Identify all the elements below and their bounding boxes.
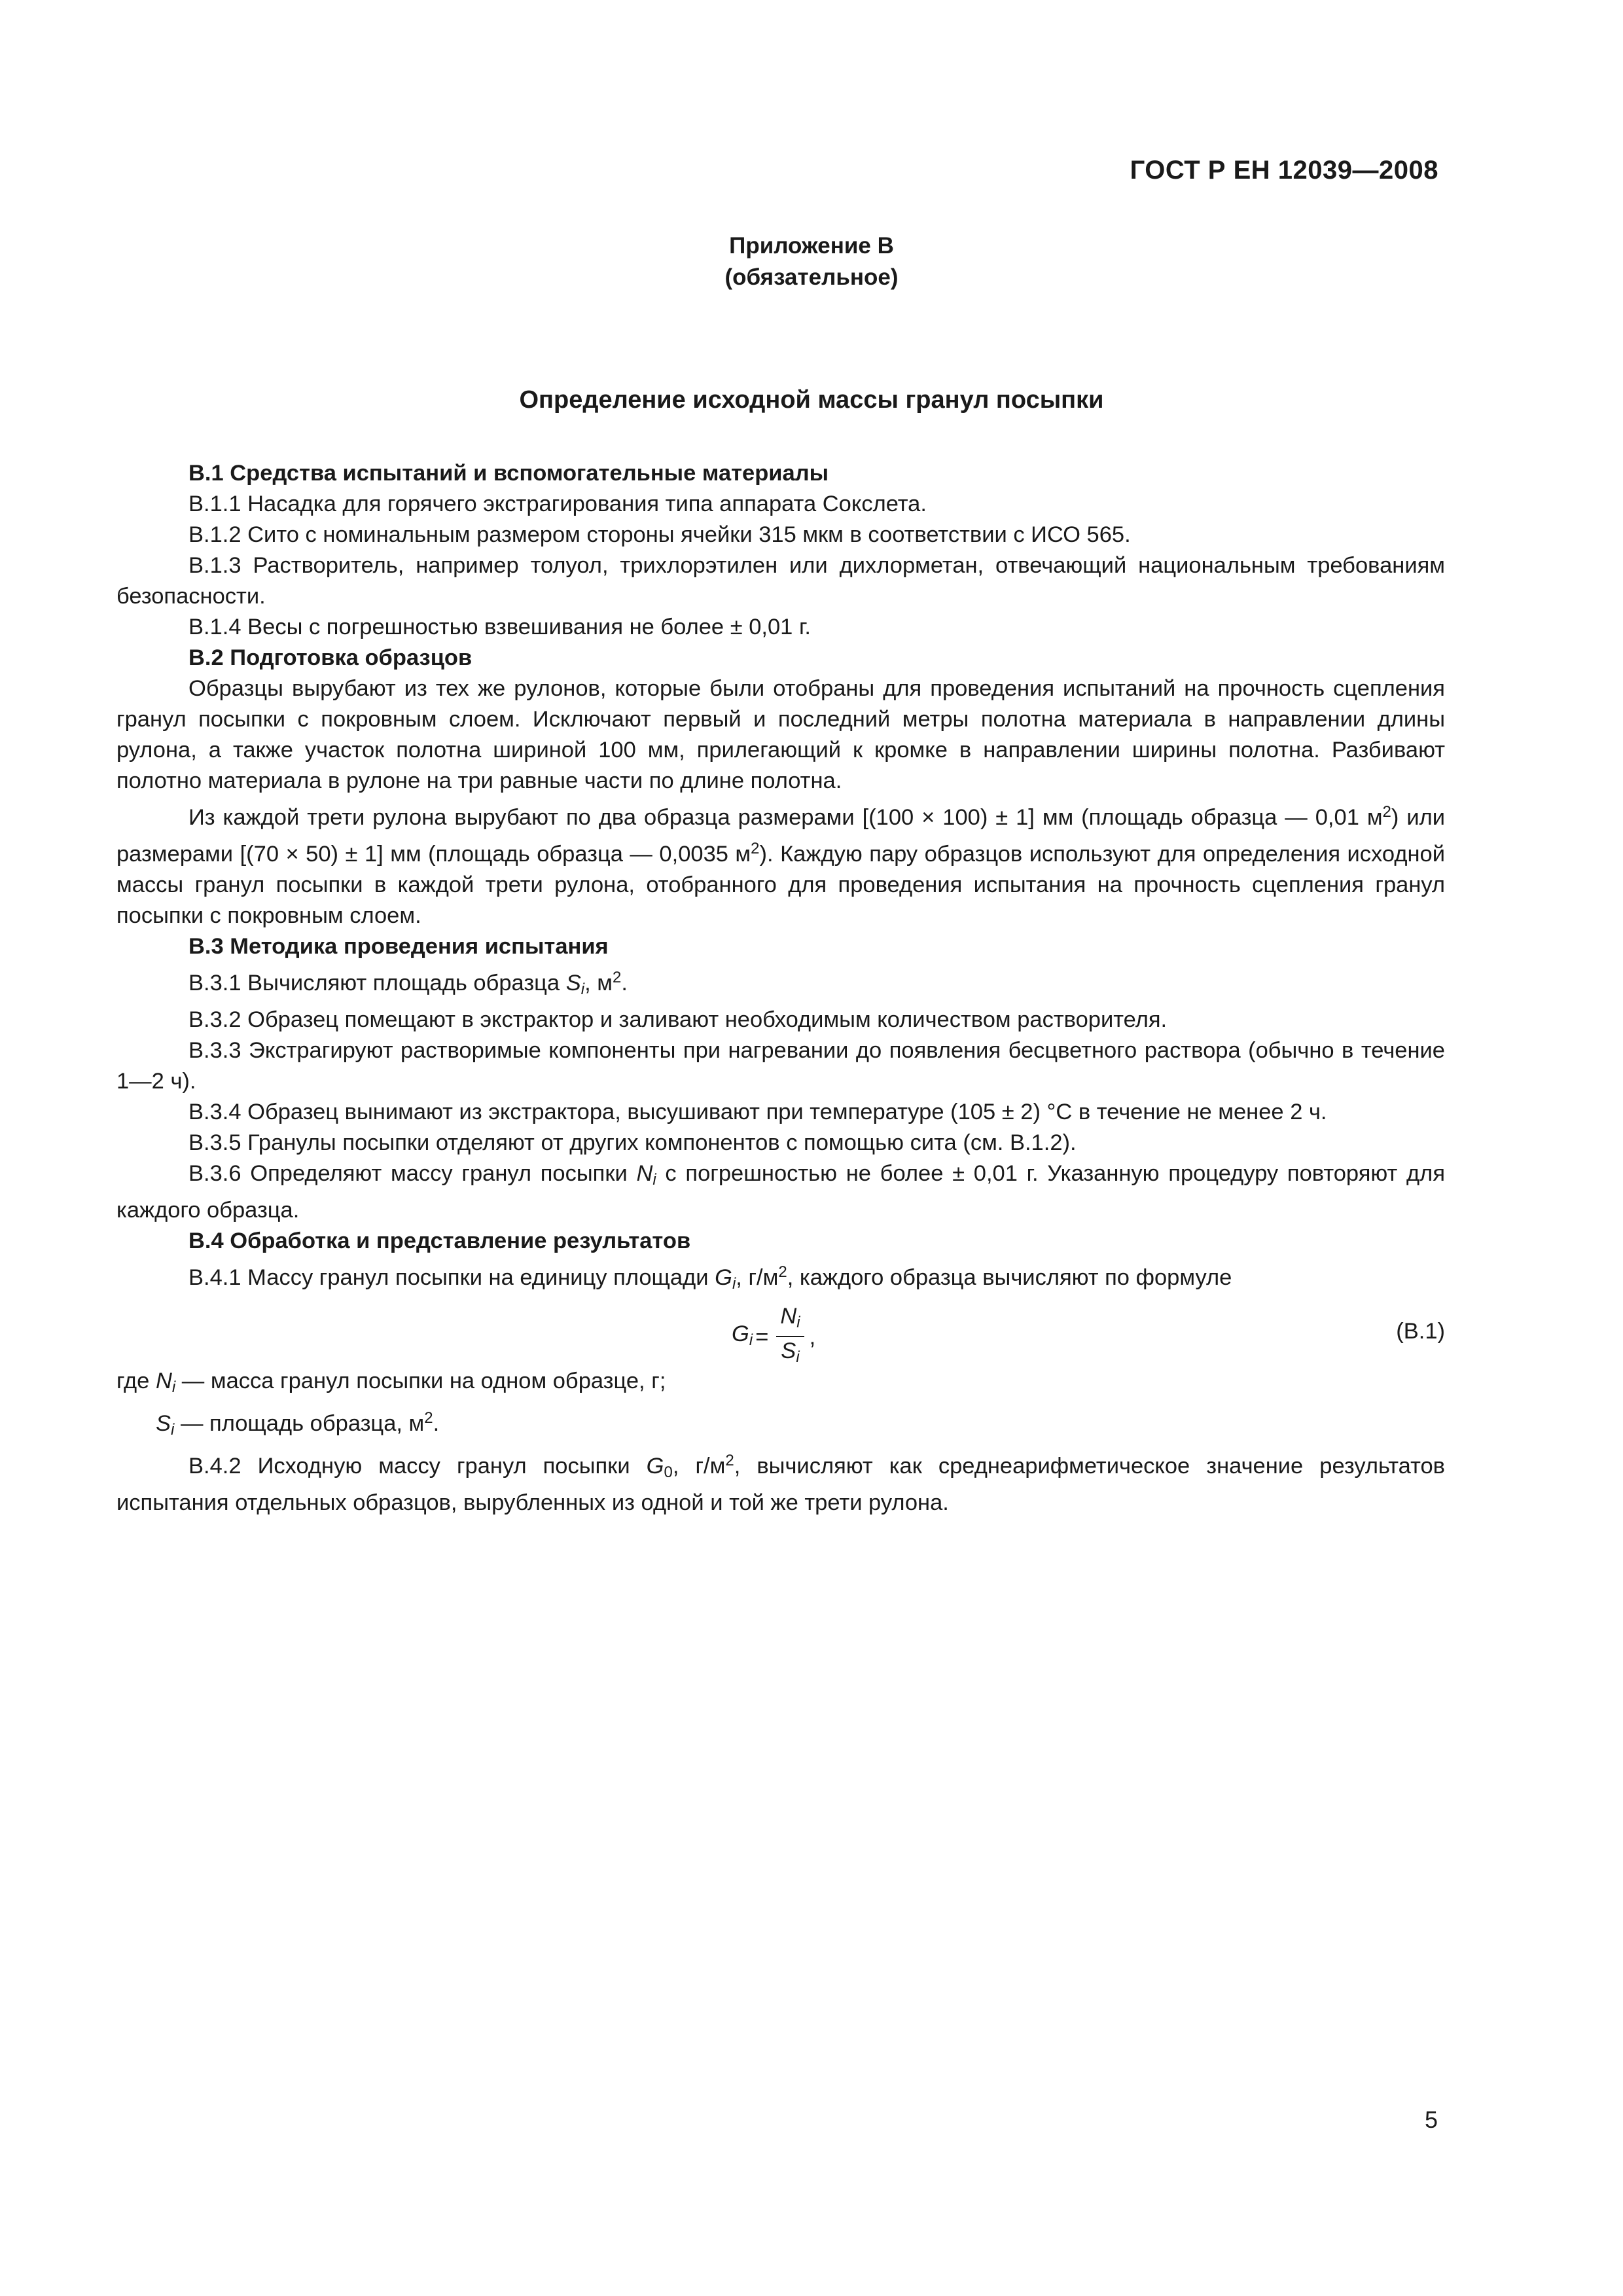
paragraph-b1-2: В.1.2 Сито с номинальным размером стороны ячейки 315 мкм в соответствии с ИСО 565. [188,522,1131,547]
formula-b1 [116,1299,1445,1366]
section-heading-b1: В.1 Средства испытаний и вспомогательные материалы [188,461,829,486]
paragraph-b2-1: Образцы вырубают из тех же рулонов, которые были отобраны для проведения испытаний на прочность сцепления гранул посыпки с покровным слоем. Исключают первый и последний метры полотна материала в направлении длины рулона, а также участок полотна шириной 100 мм, прилегающий к кромке в направлении ширины полотна. Разбивают полотно материала в рулоне на три равные части по длине полотна. [116,676,1445,793]
appendix-status: (обязательное) [724,264,899,290]
formula-comma: , [809,1324,816,1350]
fraction-numerator: $N_i$ [776,1303,804,1337]
document-title: Определение исходной массы гранул посыпки [519,386,1104,414]
document-body [116,458,1445,1518]
paragraph-b3-3: В.3.3 Экстрагируют растворимые компоненты при нагревании до появления бесцветного раствора (обычно в течение 1—2 ч). [116,1038,1445,1094]
where-line-1: где $N_i$ — масса гранул посыпки на одном образце, г; [116,1369,666,1396]
fraction-denominator: $S_i$ [781,1338,800,1366]
appendix-heading [0,230,1623,293]
paragraph-b1-4: В.1.4 Весы с погрешностью взвешивания не более ± 0,01 г. [188,615,811,639]
paragraph-b1-3: В.1.3 Растворитель, например толуол, трихлорэтилен или дихлорметан, отвечающий национальным требованиям безопасности. [116,553,1445,609]
paragraph-b4-2: В.4.2 Исходную массу гранул посыпки $G_0$, $г/м^2$, вычисляют как среднеарифметическое значение результатов испытания отдельных образцов, вырубленных из одной и той же трети рулона. [116,1452,1445,1515]
where-line-2: $S_i$ — площадь образца, $м^2$. [156,1409,440,1439]
appendix-label: Приложение В [729,233,894,259]
formula-lhs: $G_i$ [732,1321,753,1349]
paragraph-b4-1: В.4.1 Массу гранул посыпки на единицу площади $G_i$, $г/м^2$, каждого образца вычисляют по формуле [188,1263,1232,1293]
section-heading-b4: В.4 Обработка и представление результатов [188,1229,691,1253]
formula-fraction [776,1303,804,1371]
formula-expression [732,1303,815,1371]
section-heading-b3: В.3 Методика проведения испытания [188,934,609,959]
standard-header: ГОСТ Р ЕН 12039—2008 [1130,156,1438,185]
paragraph-b3-1: В.3.1 Вычисляют площадь образца $S_i$, $м^2$. [188,969,628,998]
paragraph-b3-6: В.3.6 Определяют массу гранул посыпки $N_i$ с погрешностью не более ± 0,01 г. Указанную процедуру повторяют для каждого образца. [116,1161,1445,1223]
section-heading-b2: В.2 Подготовка образцов [188,645,473,670]
formula-equals: = [755,1324,769,1350]
paragraph-b2-2: Из каждой трети рулона вырубают по два образца размерами [(100 × 100) ± 1] мм (площадь образца — 0,01 $м^2$) или размерами [(70 × 50) ± 1] мм (площадь образца — 0,0035 $м^2$). Каждую пару образцов используют для определения исходной массы гранул посыпки в каждой трети рулона, отобранного для проведения испытания на прочность сцепления гранул посыпки с покровным слоем. [116,803,1446,928]
paragraph-b3-2: В.3.2 Образец помещают в экстрактор и заливают необходимым количеством растворителя. [188,1007,1168,1032]
page-number: 5 [1424,2106,1438,2133]
paragraph-b3-4: В.3.4 Образец вынимают из экстрактора, высушивают при температуре (105 ± 2) °C в течение не менее 2 ч. [188,1100,1327,1124]
paragraph-b1-1: В.1.1 Насадка для горячего экстрагирования типа аппарата Сокслета. [188,492,927,516]
paragraph-b3-5: В.3.5 Гранулы посыпки отделяют от других компонентов с помощью сита (см. В.1.2). [188,1130,1077,1155]
formula-number: (В.1) [1396,1319,1445,1344]
